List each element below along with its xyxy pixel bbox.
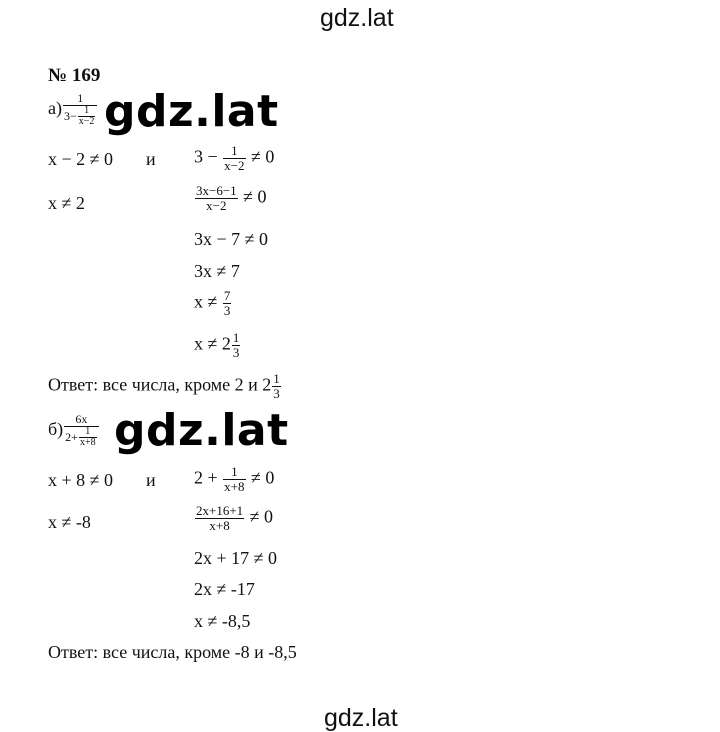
part-a-step-1: $\frac{3x-6-1}{x-2}$ ≠ 0 <box>196 183 267 213</box>
part-b-expression <box>48 413 100 449</box>
part-a-left-result: x ≠ 2 <box>48 193 85 213</box>
part-a-label: а) <box>48 97 62 118</box>
part-b-conjunction: и <box>146 470 156 490</box>
part-b-step-4: x ≠ -8,5 <box>194 611 251 631</box>
watermark: gdz.lat <box>104 86 279 137</box>
part-a-condition-1: x − 2 ≠ 0 <box>48 149 114 169</box>
part-a-condition-2: 3 − $\frac{1}{x-2}$ ≠ 0 <box>194 143 275 173</box>
part-a-main-fraction: 1 3− $\frac{1}{x-2}$ <box>63 92 97 128</box>
part-a-step-5: x ≠ 2 $\frac{1}{3}$ <box>194 330 240 360</box>
part-b-left-result: x ≠ -8 <box>48 512 91 532</box>
site-header: gdz.lat <box>320 4 394 32</box>
part-a-step-3: 3x ≠ 7 <box>194 261 240 281</box>
site-footer: gdz.lat <box>324 704 398 732</box>
part-b-condition-1: x + 8 ≠ 0 <box>48 470 114 490</box>
part-a-step-4: x ≠ $\frac{7}{3}$ <box>194 288 231 318</box>
part-b-answer: Ответ: все числа, кроме -8 и -8,5 <box>48 642 297 662</box>
part-a-expression <box>48 92 98 128</box>
problem-number: № 169 <box>48 65 101 86</box>
part-b-step-2: 2x + 17 ≠ 0 <box>194 548 278 568</box>
part-a-step-2: 3x − 7 ≠ 0 <box>194 229 269 249</box>
watermark: gdz.lat <box>114 405 289 456</box>
part-a-answer: Ответ: все числа, кроме 2 и 2 $\frac{1}{3}$ <box>48 371 280 401</box>
part-a-conjunction: и <box>146 149 156 169</box>
part-b-label: б) <box>48 418 64 439</box>
part-b-step-3: 2x ≠ -17 <box>194 579 255 599</box>
part-b-condition-2: 2 + $\frac{1}{x+8}$ ≠ 0 <box>194 464 275 494</box>
part-b-main-fraction: 6x 2+ $\frac{1}{x+8}$ <box>64 413 98 449</box>
part-b-step-1: $\frac{2x+16+1}{x+8}$ ≠ 0 <box>196 503 274 533</box>
